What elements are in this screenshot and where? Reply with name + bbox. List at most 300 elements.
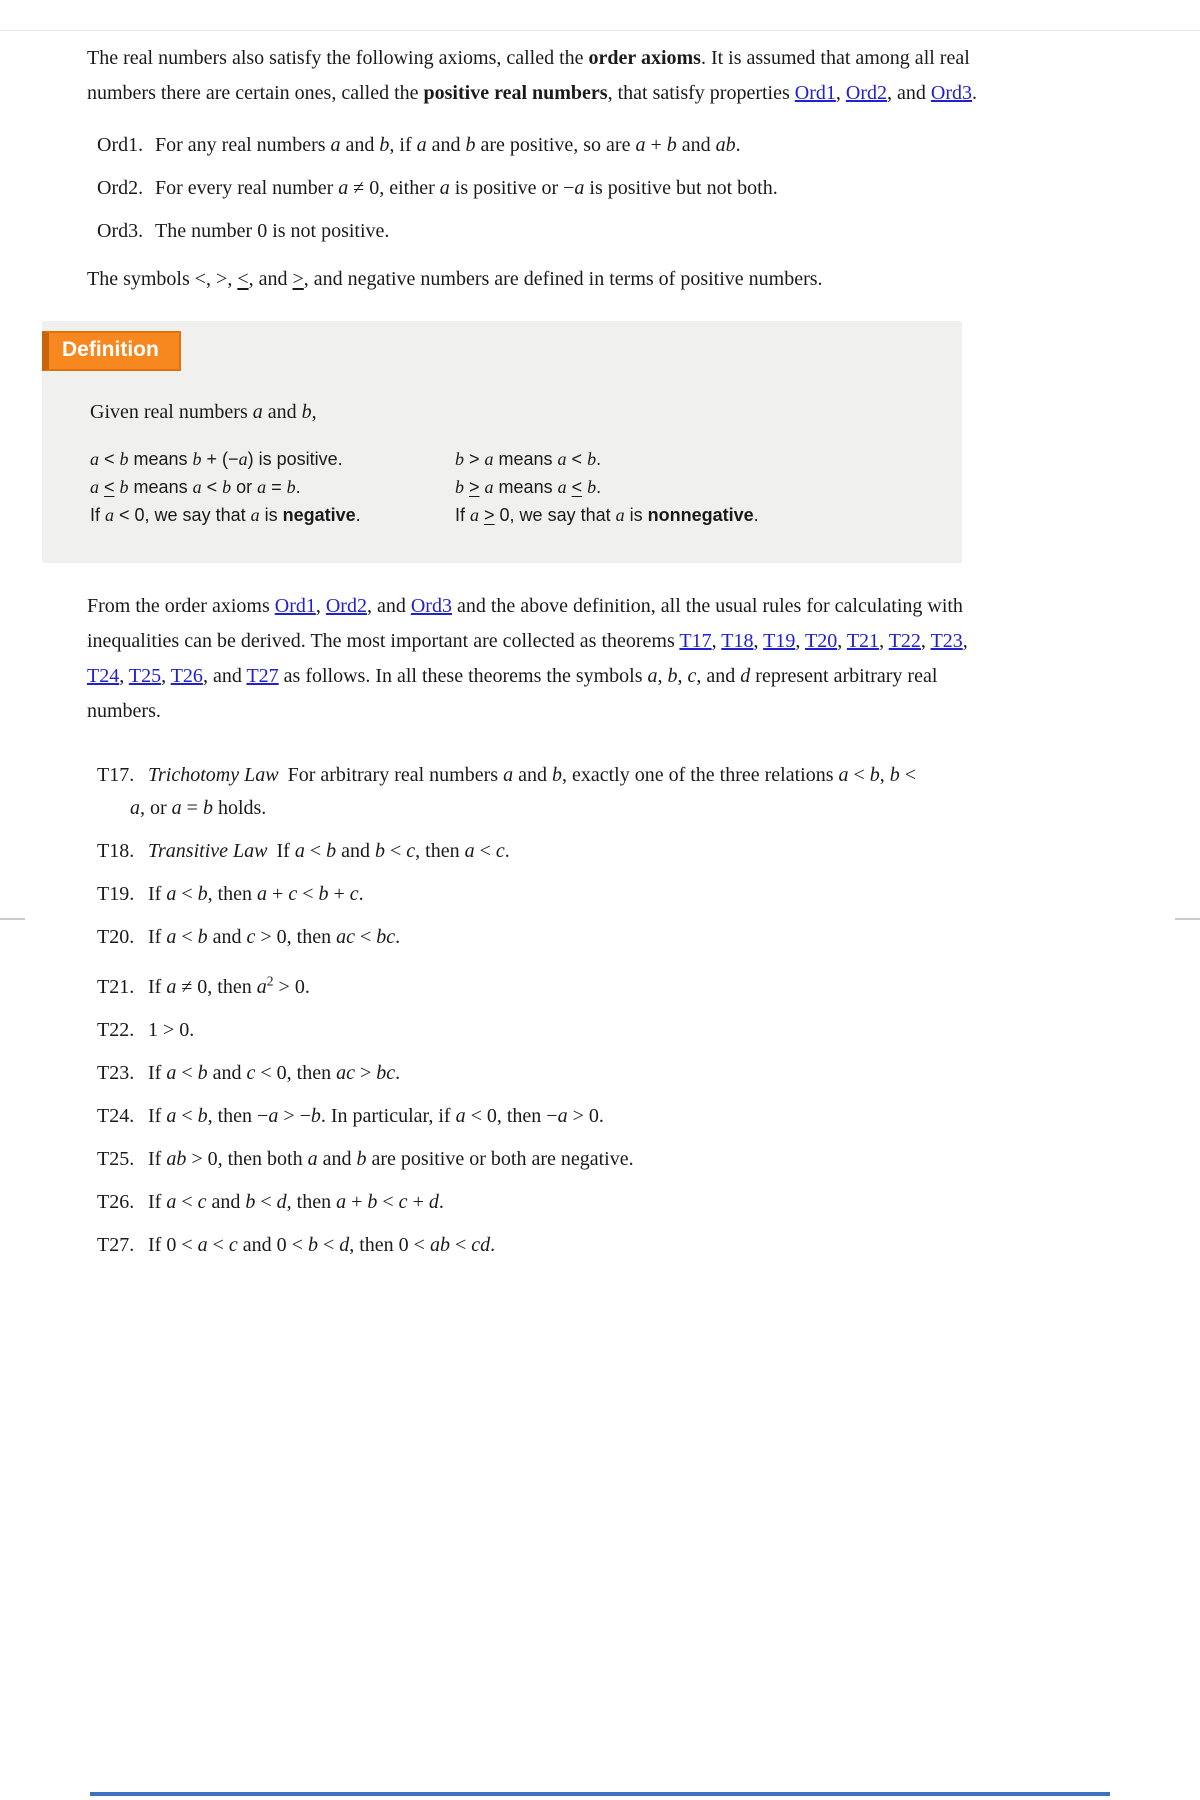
inline-link[interactable]: T27 — [246, 665, 279, 687]
inline-link[interactable]: T25 — [128, 665, 162, 687]
text-segment: Given real numbers — [90, 401, 253, 423]
text-segment: 2 — [266, 973, 274, 988]
text-segment: order axioms — [588, 47, 701, 69]
text-segment: c — [687, 665, 697, 687]
text-segment: , exactly one of the three relations — [561, 764, 839, 786]
text-segment: d — [339, 1233, 350, 1256]
theorem-item-t26 — [0, 1186, 920, 1219]
text-segment: a — [90, 449, 99, 469]
theorem-label: T26. — [97, 1190, 135, 1213]
text-segment: b — [310, 1104, 321, 1127]
text-segment: , and negative numbers are defined in terms of positive numbers. — [303, 268, 823, 290]
text-segment: a — [105, 505, 115, 525]
text-segment: + — [407, 1190, 429, 1213]
text-segment: means — [493, 477, 558, 497]
text-segment: is — [624, 505, 648, 525]
text-segment: represent arbitrary real numbers. — [87, 665, 938, 722]
text-segment: < — [237, 268, 249, 290]
text-segment: , and — [248, 268, 293, 290]
text-segment: b — [222, 477, 232, 497]
text-segment: > − — [278, 1104, 311, 1127]
text-segment: . — [596, 477, 602, 497]
theorem-label: T24. — [97, 1104, 135, 1127]
text-segment: a — [238, 449, 248, 469]
text-segment: bc — [376, 926, 396, 948]
axiom-item-ord2 — [0, 172, 1055, 205]
text-segment: b — [326, 840, 337, 862]
text-segment: a — [470, 505, 480, 525]
text-segment: a — [257, 883, 268, 905]
text-segment: , and — [366, 595, 411, 617]
text-segment: b — [119, 449, 129, 469]
text-segment: < — [474, 840, 496, 862]
text-segment: > — [484, 505, 495, 525]
text-segment: If — [148, 975, 167, 998]
text-segment: c — [288, 883, 298, 905]
text-segment: b — [455, 449, 464, 469]
text-segment: and the above definition, all the usual rules for calculating with inequalities can be derived. The most important are collected as theorems — [87, 595, 963, 652]
text-segment: a — [338, 177, 349, 199]
text-segment: < — [176, 926, 198, 948]
text-segment: is positive but not both. — [584, 177, 778, 199]
text-segment: If — [148, 1147, 167, 1170]
text-segment: If — [276, 840, 295, 862]
text-segment: ) is positive. — [247, 449, 343, 469]
text-segment: b — [197, 926, 208, 948]
text-segment: > — [469, 477, 480, 497]
content-area — [0, 31, 1200, 1272]
text-segment: > 0. — [273, 975, 310, 998]
theorem-item-t17 — [0, 759, 920, 825]
text-segment: < — [304, 840, 327, 862]
text-segment: < — [297, 883, 319, 905]
theorem-text — [148, 883, 364, 905]
text-segment: b — [356, 1147, 367, 1170]
text-segment: are positive, so are — [475, 134, 636, 156]
text-segment: For arbitrary real numbers — [287, 764, 504, 786]
text-segment: , then — [207, 883, 258, 905]
text-segment: c — [406, 840, 416, 862]
axiom-label: Ord1. — [97, 134, 144, 156]
text-segment: a — [439, 177, 450, 199]
text-segment: holds. — [212, 797, 267, 819]
text-segment: are positive or both are negative. — [366, 1147, 634, 1170]
text-segment: as follows. In all these theorems the symbols — [278, 665, 648, 687]
text-segment: a — [647, 665, 658, 687]
text-segment: and — [426, 134, 466, 156]
theorem-label: T18. — [97, 840, 135, 862]
text-segment: a — [166, 1061, 177, 1084]
text-segment: positive real numbers — [423, 82, 608, 104]
text-segment: a — [252, 401, 263, 423]
text-segment: < 0, then − — [465, 1104, 558, 1127]
text-segment: b — [587, 477, 597, 497]
text-segment: . — [438, 1190, 444, 1213]
text-segment: a — [635, 134, 646, 156]
text-segment: b — [202, 797, 213, 819]
text-segment: b — [869, 764, 880, 786]
margin-tick-left — [0, 918, 25, 920]
text-segment: > — [464, 449, 485, 469]
text-segment: a — [336, 1190, 347, 1213]
theorem-label: T21. — [97, 975, 135, 998]
theorem-item-t21 — [0, 964, 920, 1004]
text-segment: The number 0 is not positive. — [155, 220, 390, 242]
text-segment: a — [171, 797, 182, 819]
definition-line — [455, 473, 914, 501]
text-segment: b — [587, 449, 597, 469]
text-segment: > 0. — [567, 1104, 604, 1127]
text-segment: + — [645, 134, 667, 156]
theorem-label: T17. — [97, 764, 135, 786]
text-segment: . — [295, 477, 301, 497]
theorem-text — [148, 1234, 495, 1256]
theorem-label: T20. — [97, 926, 135, 948]
definition-intro — [90, 397, 962, 427]
text-segment: negative — [282, 505, 356, 525]
theorem-item-t24 — [0, 1100, 920, 1133]
text-segment: b — [551, 764, 562, 786]
text-segment: > 0, then both — [186, 1147, 308, 1170]
text-segment: ac — [336, 1061, 355, 1084]
theorem-label: T25. — [97, 1147, 135, 1170]
text-segment: c — [398, 1190, 408, 1213]
text-segment: . — [395, 1061, 401, 1084]
text-segment: ab — [715, 134, 736, 156]
text-segment: ≠ 0, then — [176, 975, 257, 998]
text-segment: a — [416, 134, 427, 156]
text-segment: Trichotomy Law — [148, 764, 279, 786]
text-segment: , — [837, 630, 847, 652]
text-segment: < — [899, 764, 917, 786]
text-segment: . — [358, 883, 364, 905]
text-segment: , then — [286, 1190, 337, 1213]
theorem-item-t25 — [0, 1143, 920, 1176]
text-segment: . — [395, 926, 401, 948]
text-segment: < 0, then — [255, 1061, 337, 1084]
theorem-item-t22 — [0, 1014, 920, 1047]
text-segment: . — [753, 505, 759, 525]
theorem-text — [148, 1148, 634, 1170]
axiom-text — [155, 220, 389, 242]
text-segment: a — [250, 505, 260, 525]
text-segment: and — [340, 134, 380, 156]
text-segment: b — [245, 1190, 256, 1213]
text-segment: , — [920, 630, 931, 652]
text-segment: a — [307, 1147, 318, 1170]
text-segment: and — [206, 1190, 246, 1213]
theorem-item-t27 — [0, 1229, 920, 1262]
text-segment: b — [666, 134, 677, 156]
definition-line — [90, 473, 455, 501]
theorem-text — [148, 840, 510, 862]
text-segment: . — [735, 134, 741, 156]
inline-link[interactable]: T19 — [763, 630, 796, 652]
text-segment: ab — [166, 1147, 187, 1170]
text-segment: a — [294, 840, 305, 862]
axiom-item-ord1 — [0, 129, 1055, 162]
text-segment: b — [318, 883, 329, 905]
text-segment: cd — [471, 1233, 491, 1256]
text-segment: If — [148, 1061, 167, 1084]
text-segment: > — [292, 268, 304, 290]
margin-tick-right — [1175, 918, 1200, 920]
text-segment: and 0 < — [237, 1233, 308, 1256]
axiom-text — [155, 177, 778, 199]
text-segment: a — [484, 449, 494, 469]
text-segment: 0, we say that — [494, 505, 616, 525]
text-segment: and — [262, 401, 302, 423]
text-segment: < — [571, 477, 583, 497]
text-segment: bc — [376, 1061, 396, 1084]
text-segment: = — [181, 797, 203, 819]
text-segment: b — [197, 1061, 208, 1084]
text-segment: , then — [415, 840, 465, 862]
definition-badge: Definition — [42, 331, 181, 371]
text-segment: For every real number — [155, 177, 339, 199]
axiom-text — [155, 134, 741, 156]
text-segment: and — [207, 926, 247, 948]
text-segment: If 0 < — [148, 1233, 198, 1256]
text-segment: , — [315, 595, 326, 617]
text-segment: means — [493, 449, 558, 469]
text-segment: . — [490, 1233, 496, 1256]
theorem-text — [130, 764, 916, 819]
text-segment: b — [307, 1233, 318, 1256]
theorem-label: T27. — [97, 1233, 135, 1256]
text-segment: = — [266, 477, 287, 497]
text-segment: , and — [887, 82, 931, 104]
text-segment: , — [677, 665, 688, 687]
theorem-label: T22. — [97, 1018, 135, 1041]
text-segment: < — [317, 1233, 340, 1256]
text-segment: < — [176, 1190, 198, 1213]
text-segment: a — [166, 883, 177, 905]
text-segment: b — [192, 449, 202, 469]
axiom-item-ord3 — [0, 215, 1055, 248]
text-segment: a — [484, 477, 494, 497]
theorem-text — [148, 1191, 444, 1213]
inline-link[interactable]: T26 — [170, 665, 203, 687]
text-segment: a — [503, 764, 514, 786]
text-segment: c — [246, 926, 256, 948]
text-segment: + — [328, 883, 350, 905]
text-segment: b — [889, 764, 900, 786]
text-segment: . It is assumed that among all real numbers there are certain ones, called the — [87, 47, 970, 104]
text-segment: < — [104, 477, 115, 497]
text-segment: a — [166, 926, 177, 948]
text-segment: . In particular, if — [320, 1104, 456, 1127]
text-segment: a — [455, 1104, 466, 1127]
text-segment: b — [197, 1104, 208, 1127]
inline-link[interactable]: Ord2 — [845, 82, 887, 104]
text-segment: a — [615, 505, 625, 525]
text-segment: c — [495, 840, 505, 862]
text-segment: , that satisfy properties — [607, 82, 795, 104]
text-segment: a — [557, 449, 567, 469]
text-segment: b — [119, 477, 129, 497]
text-segment: a — [464, 840, 475, 862]
theorem-item-t19 — [0, 878, 920, 911]
text-segment: is — [259, 505, 283, 525]
inline-link[interactable]: Ord1 — [274, 595, 316, 617]
derivation-paragraph — [87, 589, 987, 729]
text-segment: b — [197, 883, 208, 905]
text-segment: , — [657, 665, 668, 687]
text-segment: If — [90, 505, 106, 525]
text-segment: , — [835, 82, 846, 104]
text-segment: a — [330, 134, 341, 156]
inline-link[interactable]: T22 — [888, 630, 921, 652]
text-segment: If — [148, 883, 167, 905]
text-segment: , — [879, 764, 890, 786]
text-segment: a — [257, 477, 267, 497]
inline-link[interactable]: Ord2 — [325, 595, 367, 617]
bottom-page-indicator — [90, 1792, 1110, 1796]
text-segment: b — [301, 401, 312, 423]
text-segment: a — [268, 1104, 279, 1127]
text-segment: and — [676, 134, 716, 156]
text-segment: ≠ 0, either — [348, 177, 440, 199]
text-segment: a — [192, 477, 202, 497]
text-segment: a — [574, 177, 585, 199]
definition-line — [90, 445, 455, 473]
text-segment: < — [449, 1233, 472, 1256]
text-segment: b — [367, 1190, 378, 1213]
text-segment: < — [566, 449, 588, 469]
text-segment: < — [201, 477, 223, 497]
text-segment: < — [176, 1061, 198, 1084]
text-segment: , then − — [207, 1104, 269, 1127]
text-segment: , — [161, 665, 171, 687]
theorem-item-t23 — [0, 1057, 920, 1090]
text-segment: , — [795, 630, 805, 652]
text-segment: If — [148, 1104, 167, 1127]
text-segment: Transitive Law — [148, 840, 268, 862]
text-segment: and — [513, 764, 552, 786]
inline-link[interactable]: T23 — [930, 630, 963, 652]
text-segment: If — [148, 1190, 167, 1213]
text-segment: or — [231, 477, 258, 497]
definition-line — [455, 445, 914, 473]
inline-link[interactable]: T24 — [87, 665, 120, 687]
text-segment: b — [667, 665, 678, 687]
text-segment: b — [455, 477, 464, 497]
text-segment: nonnegative — [647, 505, 754, 525]
inline-link[interactable]: T21 — [846, 630, 880, 652]
theorem-text — [148, 926, 400, 948]
text-segment: From the order axioms — [87, 595, 275, 617]
text-segment: . — [972, 82, 977, 104]
text-segment: , if — [389, 134, 417, 156]
text-segment: + — [346, 1190, 368, 1213]
text-segment: a — [90, 477, 99, 497]
text-segment: < — [377, 1190, 399, 1213]
text-segment: is positive or − — [449, 177, 575, 199]
text-segment: and — [336, 840, 375, 862]
text-segment: d — [740, 665, 751, 687]
text-segment: , — [119, 665, 129, 687]
text-segment: , — [962, 630, 968, 652]
text-segment: , and — [202, 665, 247, 687]
text-segment: , or — [140, 797, 172, 819]
text-segment: + — [267, 883, 289, 905]
text-segment: The real numbers also satisfy the following axioms, called the — [87, 47, 589, 69]
text-segment: b — [379, 134, 390, 156]
text-segment: . — [504, 840, 510, 862]
definition-box — [42, 321, 962, 563]
theorem-label: T19. — [97, 883, 135, 905]
text-segment: < — [255, 1190, 277, 1213]
text-segment: b — [286, 477, 296, 497]
theorem-label: T23. — [97, 1061, 135, 1084]
definition-line — [455, 501, 914, 529]
text-segment: , then 0 < — [349, 1233, 430, 1256]
definition-grid — [90, 445, 914, 529]
text-segment: , — [711, 630, 722, 652]
text-segment: , — [311, 401, 317, 423]
text-segment: a — [166, 1190, 177, 1213]
text-segment: means — [128, 477, 193, 497]
inline-link[interactable]: Ord3 — [930, 82, 972, 104]
text-segment: a — [197, 1233, 208, 1256]
text-segment: ab — [429, 1233, 450, 1256]
text-segment: c — [246, 1061, 256, 1084]
text-segment: + (− — [201, 449, 239, 469]
text-segment: c — [228, 1233, 238, 1256]
text-segment: , — [753, 630, 764, 652]
text-segment: ac — [336, 926, 355, 948]
text-segment: < — [99, 449, 120, 469]
text-segment: d — [428, 1190, 439, 1213]
definition-line — [90, 501, 455, 529]
text-segment: > 0, then — [255, 926, 337, 948]
axiom-label: Ord3. — [97, 220, 144, 242]
text-segment: < — [207, 1233, 229, 1256]
inline-link[interactable]: T20 — [804, 630, 838, 652]
text-segment: a — [557, 1104, 568, 1127]
text-segment: < — [384, 840, 407, 862]
text-segment: and — [207, 1061, 247, 1084]
text-segment: For any real numbers — [155, 134, 331, 156]
text-segment: a — [166, 1104, 177, 1127]
text-segment: b — [465, 134, 476, 156]
text-segment: a — [130, 797, 140, 819]
text-segment: a — [166, 975, 177, 998]
text-segment: , and — [696, 665, 741, 687]
inline-link[interactable]: Ord3 — [410, 595, 452, 617]
text-segment: d — [276, 1190, 287, 1213]
theorem-text — [148, 1105, 604, 1127]
axiom-list — [0, 129, 1200, 248]
axiom-label: Ord2. — [97, 177, 144, 199]
theorem-text — [148, 1062, 400, 1084]
theorem-text — [148, 973, 310, 998]
text-segment: < — [176, 883, 198, 905]
inline-link[interactable]: T18 — [721, 630, 754, 652]
text-segment: a — [256, 975, 267, 998]
theorem-item-t20 — [0, 921, 920, 954]
text-segment: < — [848, 764, 870, 786]
text-segment: . — [596, 449, 602, 469]
inline-link[interactable]: Ord1 — [794, 82, 836, 104]
inline-link[interactable]: T17 — [679, 630, 712, 652]
text-segment: 1 > 0. — [148, 1018, 195, 1041]
symbols-paragraph — [87, 262, 1047, 297]
text-segment: < 0, we say that — [114, 505, 251, 525]
text-segment: a — [838, 764, 849, 786]
text-segment: c — [349, 883, 359, 905]
